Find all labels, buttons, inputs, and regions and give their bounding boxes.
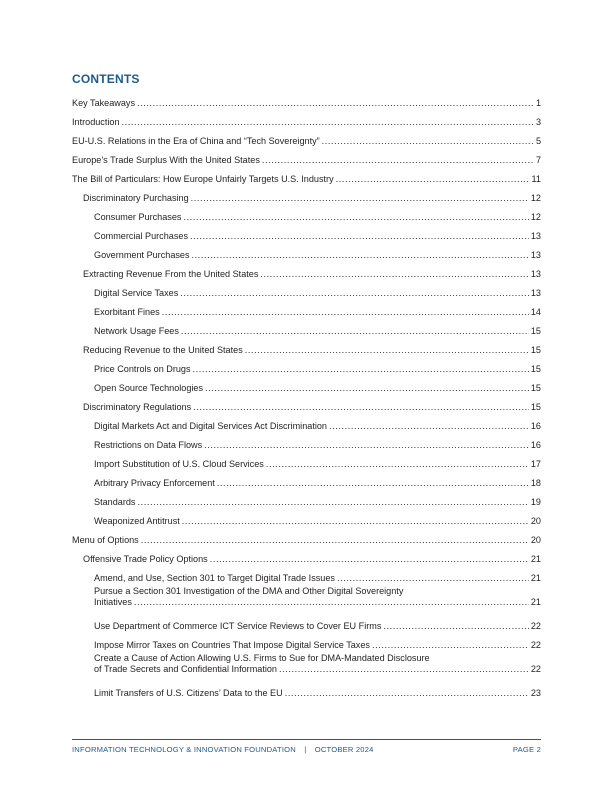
toc-entry-label: Amend, and Use, Section 301 to Target Digital Trade Issues bbox=[94, 573, 335, 583]
dot-leader bbox=[182, 516, 529, 527]
toc-entry[interactable] bbox=[72, 261, 541, 280]
toc-entry-label: Weaponized Antitrust bbox=[94, 516, 180, 526]
page-title: CONTENTS bbox=[72, 72, 140, 86]
dot-leader bbox=[134, 597, 529, 608]
toc-entry-page: 3 bbox=[535, 117, 541, 127]
footer-left bbox=[72, 745, 374, 754]
dot-leader bbox=[137, 98, 534, 109]
footer-separator: | bbox=[304, 745, 307, 754]
toc-entry-page: 17 bbox=[530, 459, 541, 469]
toc-entry[interactable] bbox=[72, 337, 541, 356]
toc-entry-label: Impose Mirror Taxes on Countries That Impose Digital Service Taxes bbox=[94, 640, 370, 650]
toc-entry-page: 19 bbox=[530, 497, 541, 507]
toc-entry-page: 22 bbox=[530, 621, 541, 631]
toc-entry-label: Open Source Technologies bbox=[94, 383, 204, 393]
toc-entry-page: 13 bbox=[530, 250, 541, 260]
toc-entry[interactable] bbox=[72, 546, 541, 565]
toc-entry[interactable] bbox=[72, 223, 541, 242]
toc-entry-label: Use Department of Commerce ICT Service Reviews to Cover EU Firms bbox=[94, 621, 382, 631]
dot-leader bbox=[141, 535, 529, 546]
toc-entry-label: Digital Markets Act and Digital Services Act Discrimination bbox=[94, 421, 327, 431]
toc-entry[interactable] bbox=[72, 299, 541, 318]
toc-entry[interactable] bbox=[72, 613, 541, 632]
dot-leader bbox=[372, 640, 529, 651]
footer-org: INFORMATION TECHNOLOGY & INNOVATION FOUNDATION bbox=[72, 745, 296, 754]
toc-entry[interactable] bbox=[72, 356, 541, 375]
toc-entry-label: Create a Cause of Action Allowing U.S. Firms to Sue for DMA-Mandated Disclosure bbox=[94, 653, 430, 663]
dot-leader bbox=[266, 459, 529, 470]
toc-entry[interactable] bbox=[72, 204, 541, 223]
toc-entry[interactable] bbox=[72, 508, 541, 527]
dot-leader bbox=[322, 136, 534, 147]
dot-leader bbox=[336, 174, 530, 185]
dot-leader bbox=[205, 383, 529, 394]
dot-leader bbox=[204, 440, 529, 451]
toc-entry[interactable] bbox=[72, 451, 541, 470]
toc-entry-page: 15 bbox=[530, 383, 541, 393]
toc-entry[interactable] bbox=[72, 432, 541, 451]
toc-entry[interactable] bbox=[72, 632, 541, 651]
toc-entry-label: Introduction bbox=[72, 117, 120, 127]
toc-entry-page: 12 bbox=[530, 193, 541, 203]
toc-entry-page: 21 bbox=[530, 573, 541, 583]
toc-entry-page: 14 bbox=[530, 307, 541, 317]
footer-page-number: PAGE 2 bbox=[512, 745, 541, 754]
toc-entry[interactable] bbox=[72, 318, 541, 337]
toc-entry-page: 15 bbox=[530, 326, 541, 336]
toc-entry-label: Arbitrary Privacy Enforcement bbox=[94, 478, 215, 488]
dot-leader bbox=[183, 212, 528, 223]
toc-entry[interactable] bbox=[72, 394, 541, 413]
toc-entry[interactable] bbox=[72, 584, 541, 613]
dot-leader bbox=[217, 478, 529, 489]
dot-leader bbox=[162, 307, 529, 318]
footer-date: OCTOBER 2024 bbox=[314, 745, 374, 754]
toc-entry-label: Key Takeaways bbox=[72, 98, 136, 108]
toc-entry[interactable] bbox=[72, 109, 541, 128]
toc-entry-label: Reducing Revenue to the United States bbox=[83, 345, 243, 355]
toc-entry-label: EU-U.S. Relations in the Era of China and “Tech Sovereignty” bbox=[72, 136, 320, 146]
toc-entry[interactable] bbox=[72, 489, 541, 508]
toc-entry-page: 23 bbox=[530, 688, 541, 698]
dot-leader bbox=[329, 421, 529, 432]
toc-entry-label: Restrictions on Data Flows bbox=[94, 440, 203, 450]
toc-entry-label: Pursue a Section 301 Investigation of the DMA and Other Digital Sovereignty bbox=[94, 586, 404, 596]
toc-entry-label: Import Substitution of U.S. Cloud Services bbox=[94, 459, 264, 469]
toc-entry-page: 1 bbox=[535, 98, 541, 108]
toc-entry-label: Menu of Options bbox=[72, 535, 139, 545]
toc-entry[interactable] bbox=[72, 375, 541, 394]
dot-leader bbox=[180, 288, 529, 299]
dot-leader bbox=[337, 573, 529, 584]
toc-entry-page: 22 bbox=[530, 664, 541, 674]
dot-leader bbox=[383, 621, 529, 632]
toc-entry[interactable] bbox=[72, 651, 541, 680]
dot-leader bbox=[193, 402, 529, 413]
dot-leader bbox=[210, 554, 529, 565]
toc-entry-page: 5 bbox=[535, 136, 541, 146]
footer-divider bbox=[72, 739, 541, 740]
dot-leader bbox=[191, 193, 529, 204]
toc-entry-page: 21 bbox=[530, 597, 541, 607]
toc-entry[interactable] bbox=[72, 90, 541, 109]
toc-entry-label: Limit Transfers of U.S. Citizens’ Data to the EU bbox=[94, 688, 283, 698]
toc-entry-page: 11 bbox=[531, 174, 541, 184]
toc-entry-label: Price Controls on Drugs bbox=[94, 364, 191, 374]
dot-leader bbox=[181, 326, 529, 337]
toc-entry-page: 12 bbox=[530, 212, 541, 222]
toc-entry-label: Commercial Purchases bbox=[94, 231, 188, 241]
toc-entry-label: Government Purchases bbox=[94, 250, 190, 260]
toc-entry-page: 18 bbox=[530, 478, 541, 488]
toc-entry-page: 13 bbox=[530, 231, 541, 241]
toc-entry-label: Exorbitant Fines bbox=[94, 307, 160, 317]
toc-entry-label: Digital Service Taxes bbox=[94, 288, 179, 298]
dot-leader bbox=[245, 345, 529, 356]
toc-entry-label: Offensive Trade Policy Options bbox=[83, 554, 208, 564]
toc-entry[interactable] bbox=[72, 128, 541, 147]
toc-entry[interactable] bbox=[72, 185, 541, 204]
toc-entry-label-continued: Initiatives bbox=[94, 597, 132, 607]
toc-entry-page: 13 bbox=[530, 288, 541, 298]
toc-entry-label: Discriminatory Regulations bbox=[83, 402, 192, 412]
dot-leader bbox=[190, 231, 529, 242]
dot-leader bbox=[285, 688, 529, 699]
toc-entry[interactable] bbox=[72, 147, 541, 166]
toc-entry[interactable] bbox=[72, 565, 541, 584]
toc-entry-label: Network Usage Fees bbox=[94, 326, 179, 336]
toc-entry-page: 22 bbox=[530, 640, 541, 650]
toc-entry-page: 16 bbox=[530, 440, 541, 450]
dot-leader bbox=[137, 497, 528, 508]
toc-entry-page: 16 bbox=[530, 421, 541, 431]
page-footer bbox=[72, 745, 541, 754]
toc-entry[interactable] bbox=[72, 280, 541, 299]
dot-leader bbox=[122, 117, 534, 128]
toc-entry-page: 13 bbox=[530, 269, 541, 279]
toc-entry-label: Consumer Purchases bbox=[94, 212, 182, 222]
dot-leader bbox=[279, 664, 529, 675]
toc-entry-label-continued: of Trade Secrets and Confidential Information bbox=[94, 664, 277, 674]
table-of-contents bbox=[72, 90, 541, 699]
dot-leader bbox=[260, 269, 528, 280]
toc-entry-page: 15 bbox=[530, 345, 541, 355]
toc-entry-page: 20 bbox=[530, 535, 541, 545]
dot-leader bbox=[193, 364, 529, 375]
toc-entry[interactable] bbox=[72, 413, 541, 432]
toc-entry-page: 7 bbox=[535, 155, 541, 165]
toc-entry-label: Standards bbox=[94, 497, 136, 507]
toc-entry-label: Discriminatory Purchasing bbox=[83, 193, 189, 203]
toc-entry-label: Extracting Revenue From the United States bbox=[83, 269, 259, 279]
toc-entry[interactable] bbox=[72, 527, 541, 546]
dot-leader bbox=[192, 250, 529, 261]
dot-leader bbox=[262, 155, 534, 166]
toc-entry-label: Europe’s Trade Surplus With the United States bbox=[72, 155, 260, 165]
toc-entry-page: 15 bbox=[530, 402, 541, 412]
toc-entry[interactable] bbox=[72, 242, 541, 261]
toc-entry-page: 15 bbox=[530, 364, 541, 374]
toc-entry[interactable] bbox=[72, 166, 541, 185]
toc-entry-page: 21 bbox=[530, 554, 541, 564]
toc-entry-label: The Bill of Particulars: How Europe Unfairly Targets U.S. Industry bbox=[72, 174, 334, 184]
toc-entry-page: 20 bbox=[530, 516, 541, 526]
toc-entry[interactable] bbox=[72, 470, 541, 489]
toc-entry[interactable] bbox=[72, 680, 541, 699]
